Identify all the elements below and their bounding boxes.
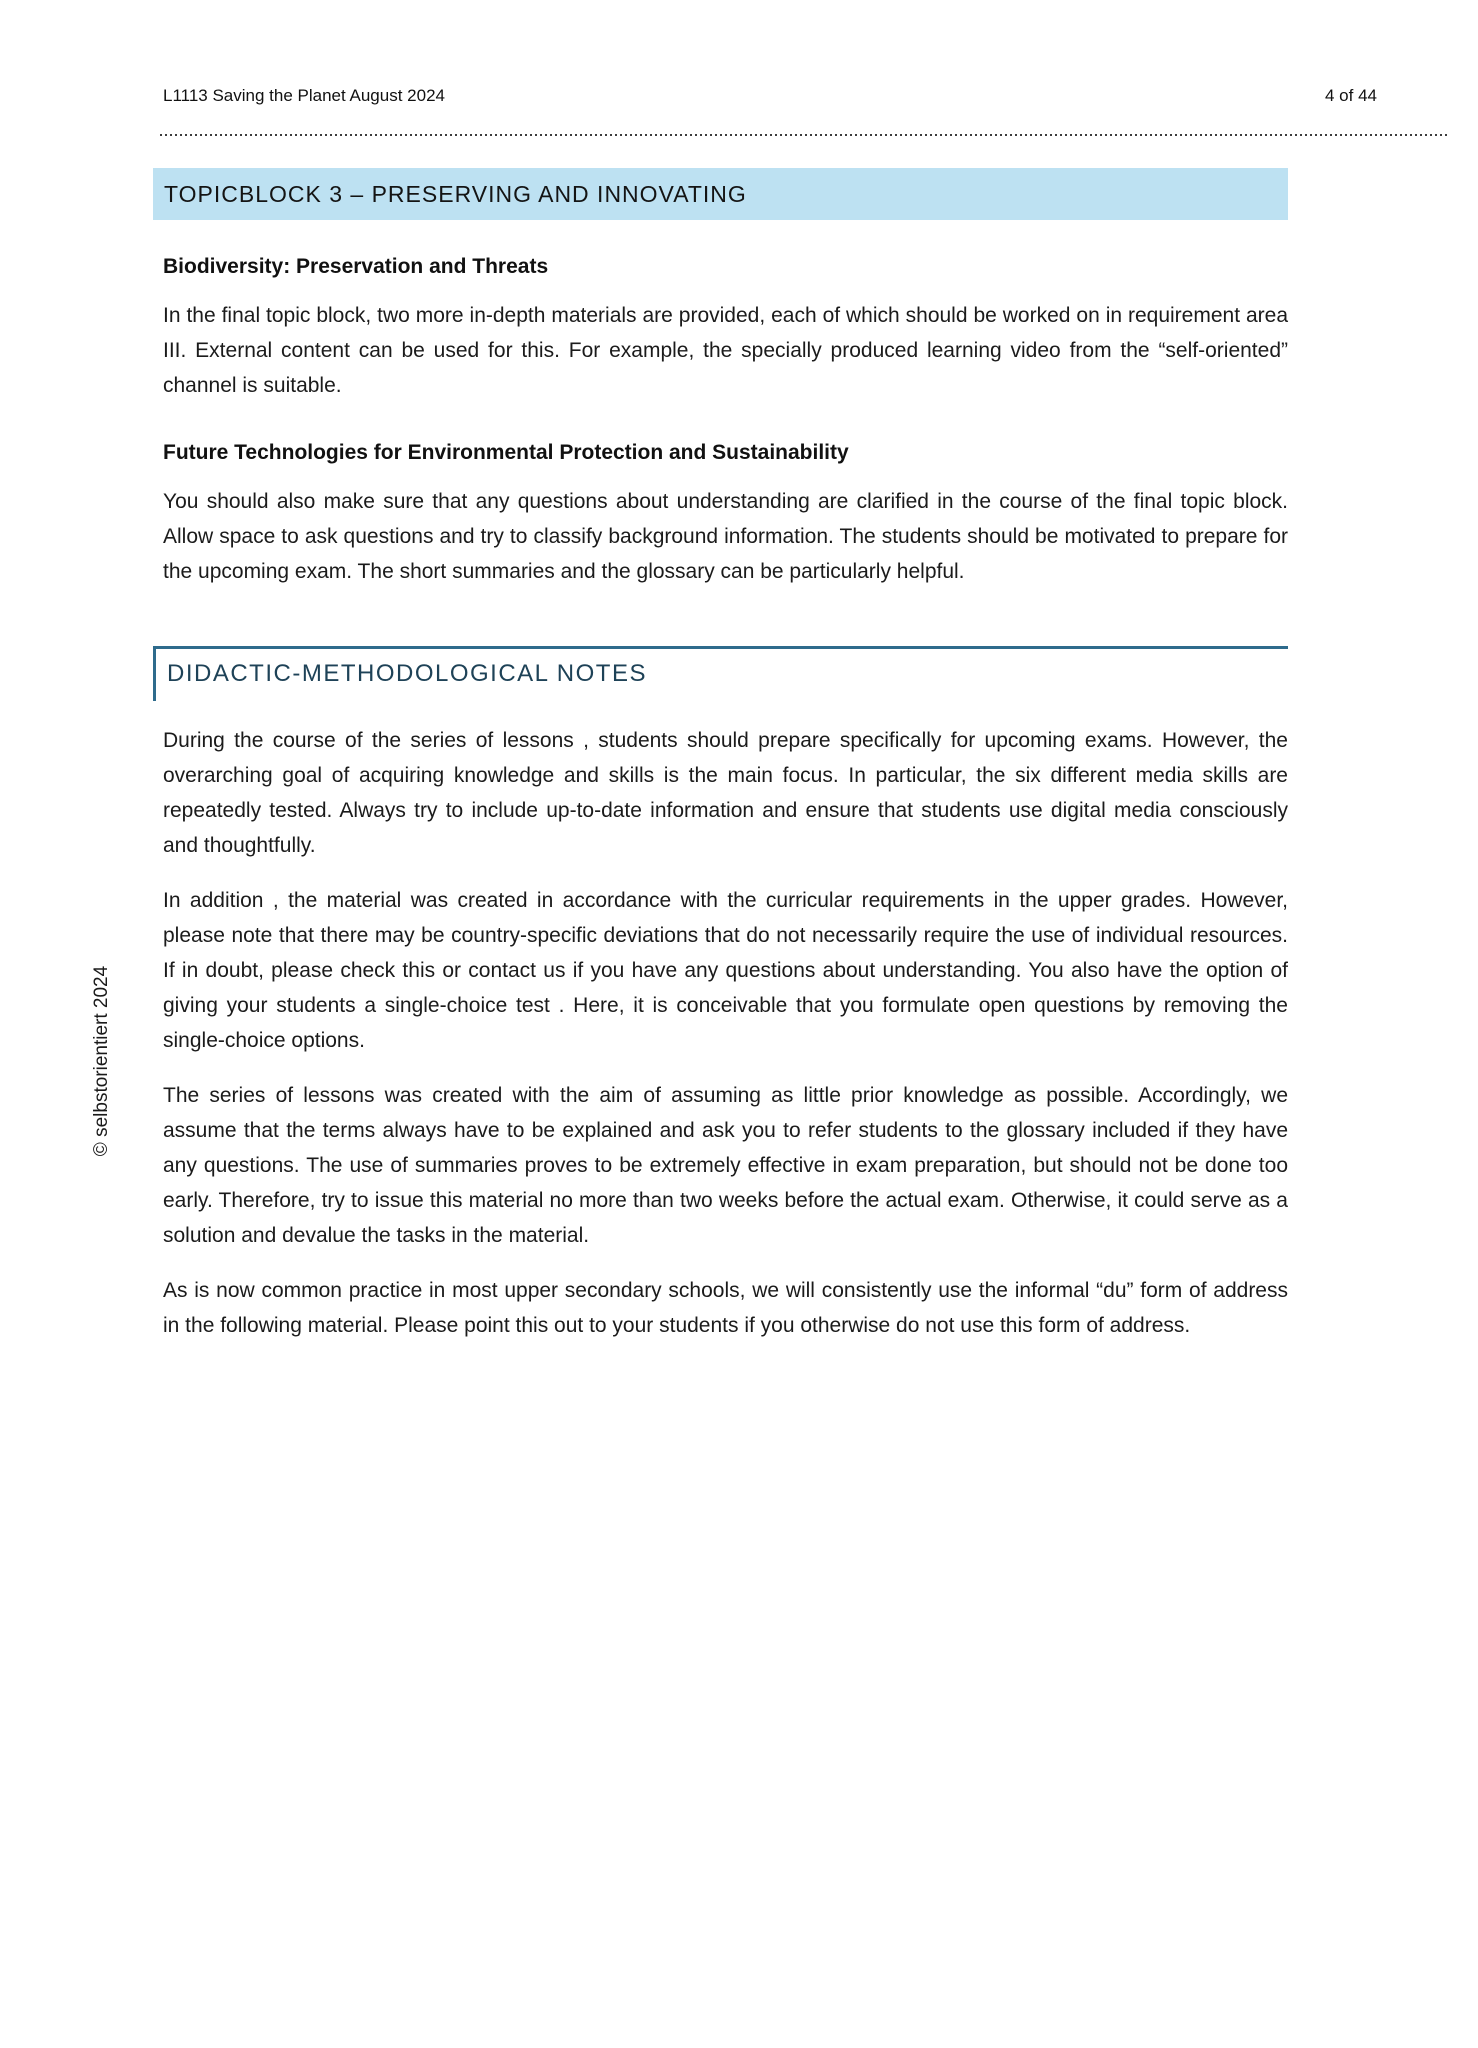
page-header [163, 86, 1377, 106]
topicblock-banner-title: TOPICBLOCK 3 – PRESERVING AND INNOVATING [164, 180, 747, 207]
didactic-paragraph-3: The series of lessons was created with the aim of assuming as little prior knowledge as possible. Accordingly, we assume that the terms always have to be explained and ask you to refer students to the glossary included if they have any questions. The use of summaries proves to be extremely effective in exam preparation, but should not be done too early. Therefore, try to issue this material no more than two weeks before the actual exam. Otherwise, it could serve as a solution and devalue the tasks in the material. [163, 1084, 1288, 1247]
header-divider-line [160, 134, 1447, 136]
subsection-heading-future-technologies: Future Technologies for Environmental Protection and Sustainability [163, 441, 849, 464]
didactic-section-title: DIDACTIC-METHODOLOGICAL NOTES [167, 660, 647, 687]
subsection-heading-biodiversity: Biodiversity: Preservation and Threats [163, 255, 549, 278]
didactic-paragraph-2: In addition , the material was created in accordance with the curricular requirements in the upper grades. However, please note that there may be country-specific deviations that do not necessarily require the use of individual resources. If in doubt, please check this or contact us if you have any questions about understanding. You also have the option of giving your students a single-choice test . Here, it is conceivable that you formulate open questions by removing the single-choice options. [163, 889, 1288, 1052]
copyright-vertical-label: © selbstorientiert 2024 [91, 965, 112, 1157]
subsection-body-biodiversity: In the final topic block, two more in-depth materials are provided, each of which should be worked on in requirement area III. External content can be used for this. For example, the specially produced learning video from the “self-oriented” channel is suitable. [163, 304, 1288, 397]
didactic-paragraph-1: During the course of the series of lessons , students should prepare specifically for upcoming exams. However, the overarching goal of acquiring knowledge and skills is the main focus. In particular, the six different media skills are repeatedly tested. Always try to include up-to-date information and ensure that students use digital media consciously and thoughtfully. [163, 729, 1288, 857]
page-number: 4 of 44 [1325, 86, 1377, 105]
topicblock-banner [153, 168, 1288, 220]
subsection-body-future-technologies: You should also make sure that any questions about understanding are clarified in the course of the final topic block. Allow space to ask questions and try to classify background information. The students should be motivated to prepare for the upcoming exam. The short summaries and the glossary can be particularly helpful. [163, 490, 1288, 583]
didactic-section-header [153, 646, 1288, 701]
page-content [153, 168, 1288, 1363]
document-id-title: L1113 Saving the Planet August 2024 [163, 86, 445, 105]
didactic-section-body [153, 723, 1288, 1343]
didactic-paragraph-4: As is now common practice in most upper secondary schools, we will consistently use the informal “du” form of address in the following material. Please point this out to your students if you otherwise do not use this form of address. [163, 1279, 1288, 1337]
